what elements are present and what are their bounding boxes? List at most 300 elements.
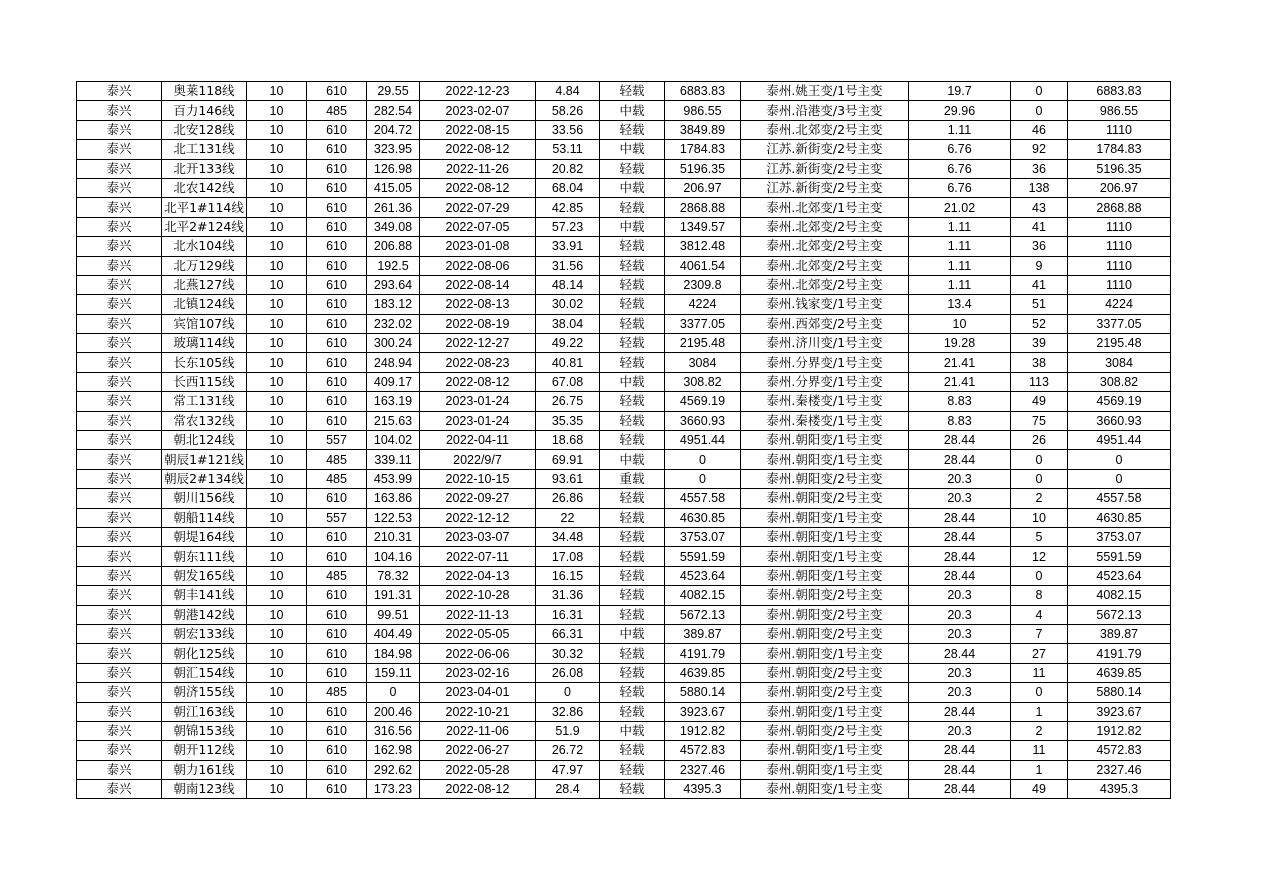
line-name-cell: 宾馆107线 xyxy=(162,314,247,333)
load-rate-cell: 30.02 xyxy=(536,295,600,314)
load-rate-cell: 38.04 xyxy=(536,314,600,333)
capacity-cell: 4523.64 xyxy=(1068,566,1171,585)
table-row xyxy=(77,586,1171,605)
capacity-cell: 5591.59 xyxy=(1068,547,1171,566)
capacity-cell: 0 xyxy=(1068,469,1171,488)
date-cell: 2023-04-01 xyxy=(420,683,536,702)
table-row xyxy=(77,741,1171,760)
rated-current-cell: 610 xyxy=(307,314,367,333)
available-capacity-cell: 389.87 xyxy=(665,624,741,643)
area-cell: 泰兴 xyxy=(77,760,162,779)
count-cell: 10 xyxy=(1011,508,1068,527)
count-cell: 8 xyxy=(1011,586,1068,605)
count-cell: 39 xyxy=(1011,334,1068,353)
voltage-cell: 10 xyxy=(247,741,307,760)
table-row xyxy=(77,256,1171,275)
capacity-cell: 4224 xyxy=(1068,295,1171,314)
voltage-cell: 10 xyxy=(247,256,307,275)
table-row xyxy=(77,82,1171,101)
current-cell: 300.24 xyxy=(367,334,420,353)
area-cell: 泰兴 xyxy=(77,120,162,139)
load-status-cell: 轻载 xyxy=(600,644,665,663)
line-name-cell: 北农142线 xyxy=(162,178,247,197)
line-name-cell: 北安128线 xyxy=(162,120,247,139)
current-cell: 159.11 xyxy=(367,663,420,682)
line-name-cell: 朝辰1#121线 xyxy=(162,450,247,469)
voltage-cell: 10 xyxy=(247,431,307,450)
voltage-cell: 10 xyxy=(247,275,307,294)
date-cell: 2022-08-23 xyxy=(420,353,536,372)
substation-transformer-cell: 泰州.朝阳变/1号主变 xyxy=(741,741,909,760)
rated-current-cell: 610 xyxy=(307,527,367,546)
rated-current-cell: 485 xyxy=(307,469,367,488)
capacity-cell: 1110 xyxy=(1068,275,1171,294)
current-cell: 184.98 xyxy=(367,644,420,663)
voltage-cell: 10 xyxy=(247,120,307,139)
available-capacity-cell: 0 xyxy=(665,450,741,469)
table-row xyxy=(77,527,1171,546)
substation-transformer-cell: 泰州.朝阳变/2号主变 xyxy=(741,624,909,643)
load-rate-cell: 49.22 xyxy=(536,334,600,353)
count-cell: 41 xyxy=(1011,217,1068,236)
voltage-cell: 10 xyxy=(247,237,307,256)
date-cell: 2022-04-11 xyxy=(420,431,536,450)
load-rate-cell: 69.91 xyxy=(536,450,600,469)
table-row xyxy=(77,334,1171,353)
capacity-cell: 2868.88 xyxy=(1068,198,1171,217)
count-cell: 138 xyxy=(1011,178,1068,197)
available-capacity-cell: 4224 xyxy=(665,295,741,314)
transformer-load-cell: 1.11 xyxy=(909,217,1011,236)
rated-current-cell: 610 xyxy=(307,295,367,314)
table-row xyxy=(77,566,1171,585)
table-row xyxy=(77,217,1171,236)
available-capacity-cell: 4191.79 xyxy=(665,644,741,663)
count-cell: 11 xyxy=(1011,741,1068,760)
load-rate-cell: 67.08 xyxy=(536,372,600,391)
voltage-cell: 10 xyxy=(247,624,307,643)
current-cell: 0 xyxy=(367,683,420,702)
area-cell: 泰兴 xyxy=(77,159,162,178)
load-rate-cell: 0 xyxy=(536,683,600,702)
current-cell: 404.49 xyxy=(367,624,420,643)
table-row xyxy=(77,450,1171,469)
date-cell: 2022-05-28 xyxy=(420,760,536,779)
rated-current-cell: 610 xyxy=(307,780,367,799)
area-cell: 泰兴 xyxy=(77,392,162,411)
table-row xyxy=(77,411,1171,430)
current-cell: 29.55 xyxy=(367,82,420,101)
count-cell: 38 xyxy=(1011,353,1068,372)
current-cell: 409.17 xyxy=(367,372,420,391)
date-cell: 2022-10-28 xyxy=(420,586,536,605)
count-cell: 11 xyxy=(1011,663,1068,682)
rated-current-cell: 610 xyxy=(307,411,367,430)
voltage-cell: 10 xyxy=(247,644,307,663)
area-cell: 泰兴 xyxy=(77,334,162,353)
available-capacity-cell: 4951.44 xyxy=(665,431,741,450)
line-name-cell: 北水104线 xyxy=(162,237,247,256)
available-capacity-cell: 4061.54 xyxy=(665,256,741,275)
load-status-cell: 轻载 xyxy=(600,702,665,721)
substation-transformer-cell: 泰州.北郊变/2号主变 xyxy=(741,256,909,275)
load-rate-cell: 16.31 xyxy=(536,605,600,624)
date-cell: 2022-08-19 xyxy=(420,314,536,333)
voltage-cell: 10 xyxy=(247,295,307,314)
current-cell: 323.95 xyxy=(367,140,420,159)
line-name-cell: 朝济155线 xyxy=(162,683,247,702)
rated-current-cell: 610 xyxy=(307,159,367,178)
current-cell: 192.5 xyxy=(367,256,420,275)
date-cell: 2022-12-27 xyxy=(420,334,536,353)
load-rate-cell: 66.31 xyxy=(536,624,600,643)
transformer-load-cell: 28.44 xyxy=(909,566,1011,585)
load-status-cell: 轻载 xyxy=(600,663,665,682)
transformer-load-cell: 28.44 xyxy=(909,760,1011,779)
capacity-cell: 4082.15 xyxy=(1068,586,1171,605)
count-cell: 0 xyxy=(1011,683,1068,702)
available-capacity-cell: 6883.83 xyxy=(665,82,741,101)
capacity-cell: 3660.93 xyxy=(1068,411,1171,430)
rated-current-cell: 610 xyxy=(307,721,367,740)
substation-transformer-cell: 泰州.济川变/1号主变 xyxy=(741,334,909,353)
current-cell: 261.36 xyxy=(367,198,420,217)
rated-current-cell: 610 xyxy=(307,489,367,508)
current-cell: 163.86 xyxy=(367,489,420,508)
substation-transformer-cell: 泰州.分界变/1号主变 xyxy=(741,353,909,372)
area-cell: 泰兴 xyxy=(77,489,162,508)
load-rate-cell: 33.56 xyxy=(536,120,600,139)
load-status-cell: 中载 xyxy=(600,140,665,159)
substation-transformer-cell: 泰州.朝阳变/1号主变 xyxy=(741,780,909,799)
rated-current-cell: 485 xyxy=(307,683,367,702)
voltage-cell: 10 xyxy=(247,663,307,682)
current-cell: 215.63 xyxy=(367,411,420,430)
current-cell: 248.94 xyxy=(367,353,420,372)
rated-current-cell: 610 xyxy=(307,178,367,197)
capacity-cell: 1784.83 xyxy=(1068,140,1171,159)
capacity-cell: 1110 xyxy=(1068,120,1171,139)
voltage-cell: 10 xyxy=(247,450,307,469)
line-name-cell: 北工131线 xyxy=(162,140,247,159)
available-capacity-cell: 1349.57 xyxy=(665,217,741,236)
load-status-cell: 轻载 xyxy=(600,237,665,256)
load-status-cell: 轻载 xyxy=(600,508,665,527)
substation-transformer-cell: 泰州.朝阳变/1号主变 xyxy=(741,431,909,450)
load-rate-cell: 42.85 xyxy=(536,198,600,217)
table-row xyxy=(77,314,1171,333)
table-row xyxy=(77,295,1171,314)
line-name-cell: 朝东111线 xyxy=(162,547,247,566)
area-cell: 泰兴 xyxy=(77,644,162,663)
date-cell: 2023-01-24 xyxy=(420,392,536,411)
voltage-cell: 10 xyxy=(247,760,307,779)
rated-current-cell: 610 xyxy=(307,275,367,294)
date-cell: 2023-03-07 xyxy=(420,527,536,546)
voltage-cell: 10 xyxy=(247,101,307,120)
area-cell: 泰兴 xyxy=(77,663,162,682)
current-cell: 99.51 xyxy=(367,605,420,624)
load-status-cell: 轻载 xyxy=(600,82,665,101)
transformer-load-cell: 28.44 xyxy=(909,431,1011,450)
load-rate-cell: 33.91 xyxy=(536,237,600,256)
voltage-cell: 10 xyxy=(247,683,307,702)
load-status-cell: 轻载 xyxy=(600,605,665,624)
table-row xyxy=(77,431,1171,450)
substation-transformer-cell: 泰州.朝阳变/2号主变 xyxy=(741,586,909,605)
rated-current-cell: 610 xyxy=(307,353,367,372)
area-cell: 泰兴 xyxy=(77,508,162,527)
count-cell: 75 xyxy=(1011,411,1068,430)
load-rate-cell: 58.26 xyxy=(536,101,600,120)
substation-transformer-cell: 泰州.朝阳变/2号主变 xyxy=(741,721,909,740)
current-cell: 232.02 xyxy=(367,314,420,333)
transformer-load-cell: 1.11 xyxy=(909,256,1011,275)
load-status-cell: 中载 xyxy=(600,101,665,120)
table-row xyxy=(77,353,1171,372)
area-cell: 泰兴 xyxy=(77,683,162,702)
current-cell: 206.88 xyxy=(367,237,420,256)
capacity-cell: 2195.48 xyxy=(1068,334,1171,353)
capacity-cell: 1110 xyxy=(1068,217,1171,236)
area-cell: 泰兴 xyxy=(77,275,162,294)
transformer-load-cell: 1.11 xyxy=(909,120,1011,139)
date-cell: 2023-02-16 xyxy=(420,663,536,682)
rated-current-cell: 610 xyxy=(307,120,367,139)
load-status-cell: 轻载 xyxy=(600,586,665,605)
current-cell: 415.05 xyxy=(367,178,420,197)
available-capacity-cell: 5672.13 xyxy=(665,605,741,624)
available-capacity-cell: 5591.59 xyxy=(665,547,741,566)
rated-current-cell: 610 xyxy=(307,663,367,682)
line-name-cell: 奥莱118线 xyxy=(162,82,247,101)
transformer-load-cell: 20.3 xyxy=(909,624,1011,643)
substation-transformer-cell: 泰州.姚王变/1号主变 xyxy=(741,82,909,101)
area-cell: 泰兴 xyxy=(77,178,162,197)
line-name-cell: 朝开112线 xyxy=(162,741,247,760)
substation-transformer-cell: 泰州.朝阳变/1号主变 xyxy=(741,450,909,469)
rated-current-cell: 610 xyxy=(307,237,367,256)
count-cell: 0 xyxy=(1011,82,1068,101)
substation-transformer-cell: 泰州.北郊变/2号主变 xyxy=(741,217,909,236)
table-body xyxy=(77,82,1171,799)
load-rate-cell: 26.75 xyxy=(536,392,600,411)
table-row xyxy=(77,198,1171,217)
table-row xyxy=(77,489,1171,508)
voltage-cell: 10 xyxy=(247,353,307,372)
capacity-cell: 5880.14 xyxy=(1068,683,1171,702)
date-cell: 2022-08-13 xyxy=(420,295,536,314)
date-cell: 2022-06-27 xyxy=(420,741,536,760)
count-cell: 113 xyxy=(1011,372,1068,391)
transformer-load-cell: 19.7 xyxy=(909,82,1011,101)
load-status-cell: 轻载 xyxy=(600,431,665,450)
line-name-cell: 常农132线 xyxy=(162,411,247,430)
available-capacity-cell: 4639.85 xyxy=(665,663,741,682)
capacity-cell: 5196.35 xyxy=(1068,159,1171,178)
transformer-load-cell: 20.3 xyxy=(909,721,1011,740)
available-capacity-cell: 2327.46 xyxy=(665,760,741,779)
current-cell: 163.19 xyxy=(367,392,420,411)
capacity-cell: 3377.05 xyxy=(1068,314,1171,333)
transformer-load-cell: 28.44 xyxy=(909,644,1011,663)
area-cell: 泰兴 xyxy=(77,353,162,372)
load-rate-cell: 68.04 xyxy=(536,178,600,197)
current-cell: 316.56 xyxy=(367,721,420,740)
current-cell: 104.02 xyxy=(367,431,420,450)
area-cell: 泰兴 xyxy=(77,605,162,624)
count-cell: 36 xyxy=(1011,237,1068,256)
rated-current-cell: 485 xyxy=(307,101,367,120)
count-cell: 52 xyxy=(1011,314,1068,333)
line-name-cell: 北万129线 xyxy=(162,256,247,275)
load-rate-cell: 34.48 xyxy=(536,527,600,546)
substation-transformer-cell: 泰州.分界变/1号主变 xyxy=(741,372,909,391)
voltage-cell: 10 xyxy=(247,702,307,721)
date-cell: 2022-07-29 xyxy=(420,198,536,217)
area-cell: 泰兴 xyxy=(77,702,162,721)
load-rate-cell: 57.23 xyxy=(536,217,600,236)
load-status-cell: 轻载 xyxy=(600,120,665,139)
available-capacity-cell: 3084 xyxy=(665,353,741,372)
available-capacity-cell: 4082.15 xyxy=(665,586,741,605)
line-name-cell: 朝力161线 xyxy=(162,760,247,779)
rated-current-cell: 610 xyxy=(307,644,367,663)
voltage-cell: 10 xyxy=(247,217,307,236)
area-cell: 泰兴 xyxy=(77,624,162,643)
transformer-load-cell: 20.3 xyxy=(909,489,1011,508)
transformer-load-cell: 8.83 xyxy=(909,411,1011,430)
area-cell: 泰兴 xyxy=(77,411,162,430)
date-cell: 2023-01-08 xyxy=(420,237,536,256)
capacity-cell: 0 xyxy=(1068,450,1171,469)
transformer-load-cell: 19.28 xyxy=(909,334,1011,353)
line-name-cell: 长西115线 xyxy=(162,372,247,391)
count-cell: 0 xyxy=(1011,450,1068,469)
current-cell: 104.16 xyxy=(367,547,420,566)
table-row xyxy=(77,683,1171,702)
load-status-cell: 轻载 xyxy=(600,547,665,566)
rated-current-cell: 610 xyxy=(307,82,367,101)
count-cell: 4 xyxy=(1011,605,1068,624)
load-status-cell: 轻载 xyxy=(600,295,665,314)
load-rate-cell: 16.15 xyxy=(536,566,600,585)
substation-transformer-cell: 泰州.秦楼变/1号主变 xyxy=(741,411,909,430)
table-row xyxy=(77,101,1171,120)
count-cell: 12 xyxy=(1011,547,1068,566)
load-status-cell: 轻载 xyxy=(600,489,665,508)
voltage-cell: 10 xyxy=(247,566,307,585)
area-cell: 泰兴 xyxy=(77,547,162,566)
substation-transformer-cell: 泰州.朝阳变/1号主变 xyxy=(741,547,909,566)
transformer-load-cell: 8.83 xyxy=(909,392,1011,411)
transformer-load-cell: 20.3 xyxy=(909,586,1011,605)
line-name-cell: 朝发165线 xyxy=(162,566,247,585)
transformer-load-cell: 28.44 xyxy=(909,780,1011,799)
load-rate-cell: 20.82 xyxy=(536,159,600,178)
transformer-load-cell: 20.3 xyxy=(909,683,1011,702)
substation-transformer-cell: 江苏.新街变/2号主变 xyxy=(741,140,909,159)
date-cell: 2022-08-12 xyxy=(420,780,536,799)
substation-transformer-cell: 泰州.朝阳变/2号主变 xyxy=(741,683,909,702)
date-cell: 2022-08-12 xyxy=(420,178,536,197)
table-row xyxy=(77,547,1171,566)
line-name-cell: 北镇124线 xyxy=(162,295,247,314)
area-cell: 泰兴 xyxy=(77,469,162,488)
capacity-cell: 1912.82 xyxy=(1068,721,1171,740)
transformer-load-cell: 20.3 xyxy=(909,469,1011,488)
transformer-load-cell: 20.3 xyxy=(909,663,1011,682)
transformer-load-cell: 1.11 xyxy=(909,237,1011,256)
capacity-cell: 6883.83 xyxy=(1068,82,1171,101)
substation-transformer-cell: 江苏.新街变/2号主变 xyxy=(741,178,909,197)
capacity-cell: 986.55 xyxy=(1068,101,1171,120)
voltage-cell: 10 xyxy=(247,314,307,333)
available-capacity-cell: 2868.88 xyxy=(665,198,741,217)
rated-current-cell: 610 xyxy=(307,392,367,411)
rated-current-cell: 557 xyxy=(307,431,367,450)
date-cell: 2022-10-21 xyxy=(420,702,536,721)
capacity-cell: 206.97 xyxy=(1068,178,1171,197)
current-cell: 183.12 xyxy=(367,295,420,314)
current-cell: 162.98 xyxy=(367,741,420,760)
rated-current-cell: 610 xyxy=(307,760,367,779)
current-cell: 293.64 xyxy=(367,275,420,294)
voltage-cell: 10 xyxy=(247,159,307,178)
date-cell: 2023-01-24 xyxy=(420,411,536,430)
rated-current-cell: 610 xyxy=(307,741,367,760)
table-row xyxy=(77,140,1171,159)
rated-current-cell: 610 xyxy=(307,140,367,159)
table-row xyxy=(77,624,1171,643)
count-cell: 9 xyxy=(1011,256,1068,275)
substation-transformer-cell: 泰州.朝阳变/1号主变 xyxy=(741,760,909,779)
load-status-cell: 轻载 xyxy=(600,353,665,372)
current-cell: 78.32 xyxy=(367,566,420,585)
line-name-cell: 朝北124线 xyxy=(162,431,247,450)
date-cell: 2022-10-15 xyxy=(420,469,536,488)
available-capacity-cell: 206.97 xyxy=(665,178,741,197)
load-rate-cell: 53.11 xyxy=(536,140,600,159)
transformer-load-cell: 6.76 xyxy=(909,140,1011,159)
line-name-cell: 玻璃114线 xyxy=(162,334,247,353)
load-status-cell: 轻载 xyxy=(600,741,665,760)
area-cell: 泰兴 xyxy=(77,721,162,740)
load-rate-cell: 47.97 xyxy=(536,760,600,779)
table-row xyxy=(77,780,1171,799)
capacity-cell: 4639.85 xyxy=(1068,663,1171,682)
table-row xyxy=(77,372,1171,391)
available-capacity-cell: 3812.48 xyxy=(665,237,741,256)
capacity-cell: 4569.19 xyxy=(1068,392,1171,411)
load-status-cell: 轻载 xyxy=(600,159,665,178)
transformer-load-cell: 28.44 xyxy=(909,527,1011,546)
line-name-cell: 北燕127线 xyxy=(162,275,247,294)
date-cell: 2022-12-23 xyxy=(420,82,536,101)
current-cell: 339.11 xyxy=(367,450,420,469)
area-cell: 泰兴 xyxy=(77,140,162,159)
transformer-load-cell: 6.76 xyxy=(909,178,1011,197)
available-capacity-cell: 2195.48 xyxy=(665,334,741,353)
voltage-cell: 10 xyxy=(247,527,307,546)
table-row xyxy=(77,644,1171,663)
load-rate-cell: 18.68 xyxy=(536,431,600,450)
date-cell: 2022-11-13 xyxy=(420,605,536,624)
transformer-load-cell: 6.76 xyxy=(909,159,1011,178)
area-cell: 泰兴 xyxy=(77,741,162,760)
line-name-cell: 长东105线 xyxy=(162,353,247,372)
rated-current-cell: 610 xyxy=(307,198,367,217)
